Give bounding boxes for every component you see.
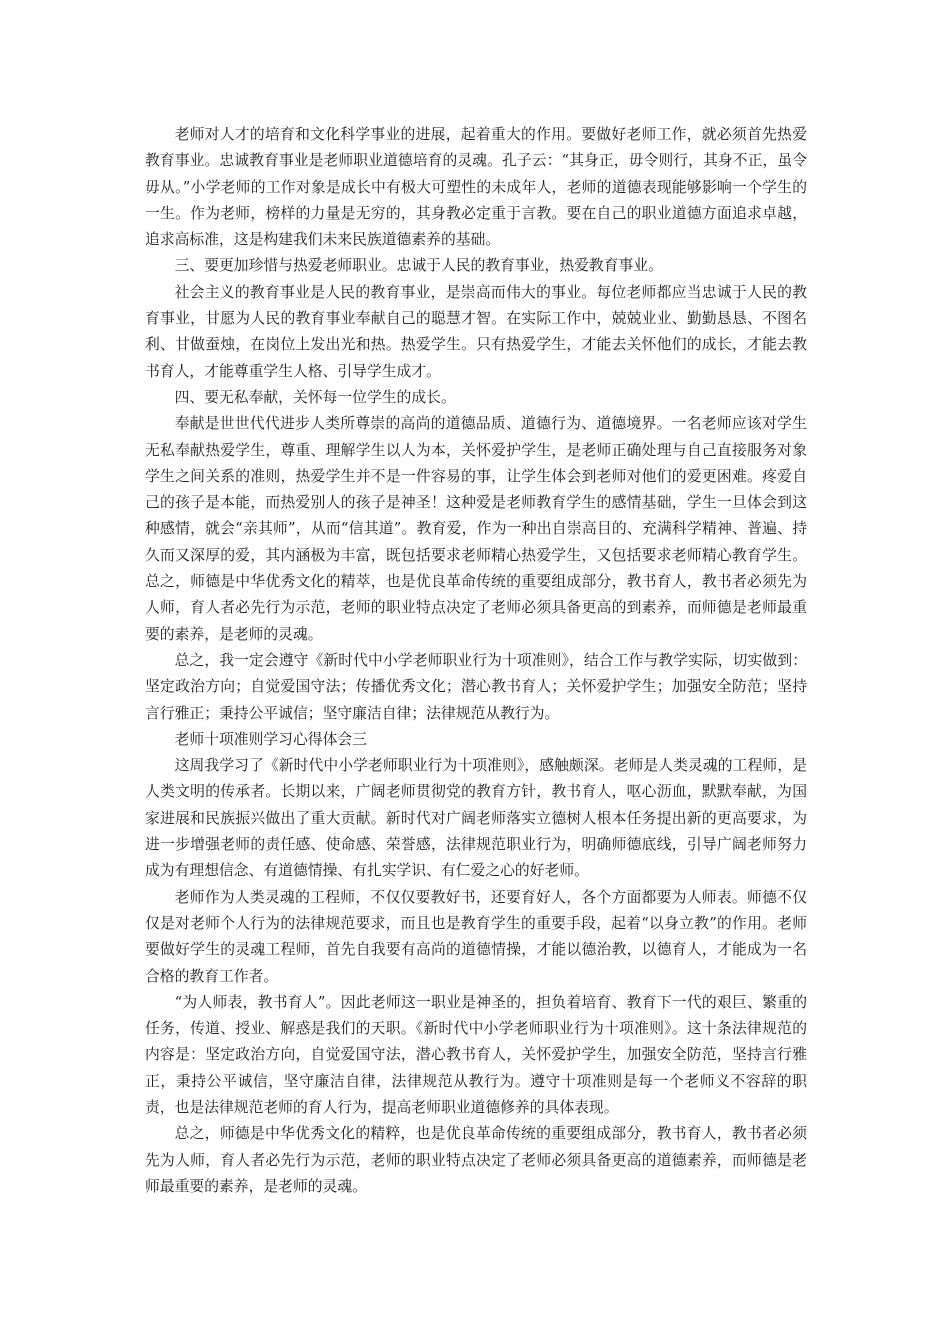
paragraph: 社会主义的教育事业是人民的教育事业，是崇高而伟大的事业。每位老师都应当忠诚于人民的教育事业，甘愿为人民的教育事业奉献自己的聪慧才智。在实际工作中，兢兢业业、勤勤恳恳、不图名利、甘做蚕烛，在岗位上发出光和热。热爱学生。只有热爱学生，才能去关怀他们的成长，才能去教书育人，才能尊重学生人格、引导学生成才。	[145, 283, 807, 380]
paragraph: 这周我学习了《新时代中小学老师职业行为十项准则》，感触颇深。老师是人类灵魂的工程师，是人类文明的传承者。长期以来，广阔老师贯彻党的教育方针，教书育人，呕心沥血，默默奉献，为国家进展和民族振兴做出了重大贡献。新时代对广阔老师落实立德树人根本任务提出新的更高要求，为进一步增强老师的责任感、使命感、荣誉感，法律规范职业行为，明确师德底线，引导广阔老师努力成为有理想信念、有道德情操、有扎实学识、有仁爱之心的好老师。	[145, 757, 807, 880]
section-heading: 四、要无私奉献，关怀每一位学生的成长。	[174, 388, 456, 406]
section-heading: 三、要更加珍惜与热爱老师职业。忠诚于人民的教育事业，热爱教育事业。	[174, 257, 663, 275]
paragraph: 老师作为人类灵魂的工程师，不仅仅要教好书，还要育好人，各个方面都要为人师表。师德不仅仅是对老师个人行为的法律规范要求，而且也是教育学生的重要手段，起着“以身立教”的作用。老师要做好学生的灵魂工程师，首先自我要有高尚的道德情操，才能以德治教，以德育人，才能成为一名合格的教育工作者。	[145, 888, 807, 985]
paragraph: 总之，我一定会遵守《新时代中小学老师职业行为十项准则》，结合工作与教学实际，切实做到：坚定政治方向；自觉爱国守法；传播优秀文化；潜心教书育人；关怀爱护学生；加强安全防范；坚持言行雅正；秉持公平诚信；坚守廉洁自律；法律规范从教行为。	[145, 651, 807, 722]
article-title: 老师十项准则学习心得体会三	[174, 730, 367, 748]
paragraph: 总之，师德是中华优秀文化的精粹，也是优良革命传统的重要组成部分，教书育人，教书者必须先为人师，育人者必先行为示范，老师的职业特点决定了老师必须具备更高的道德素养，而师德是老师最重要的素养，是老师的灵魂。	[145, 1125, 807, 1195]
paragraph: 奉献是世世代代进步人类所尊崇的高尚的道德品质、道德行为、道德境界。一名老师应该对学生无私奉献热爱学生，尊重、理解学生以人为本，关怀爱护学生，是老师正确处理与自己直接服务对象学生之间关系的准则，热爱学生并不是一件容易的事，让学生体会到老师对他们的爱更困难。疼爱自己的孩子是本能，而热爱别人的孩子是神圣！这种爱是老师教育学生的感情基础，学生一旦体会到这种感情，就会“亲其师”，从而“信其道”。教育爱，作为一种出自崇高目的、充满科学精神、普遍、持久而又深厚的爱，其内涵极为丰富，既包括要求老师精心热爱学生，又包括要求老师精心教育学生。总之，师德是中华优秀文化的精萃，也是优良革命传统的重要组成部分，教书育人，教书者必须先为人师，育人者必先行为示范，老师的职业特点决定了老师必须具备更高的到素养，而师德是老师最重要的素养，是老师的灵魂。	[145, 415, 807, 643]
paragraph: 老师对人才的培育和文化科学事业的进展，起着重大的作用。要做好老师工作，就必须首先热爱教育事业。忠诚教育事业是老师职业道德培育的灵魂。孔子云：“其身正，毋令则行，其身不正，虽令毋从。”小学老师的工作对象是成长中有极大可塑性的未成年人，老师的道德表现能够影响一个学生的一生。作为老师，榜样的力量是无穷的，其身教必定重于言教。要在自己的职业道德方面追求卓越，追求高标准，这是构建我们未来民族道德素养的基础。	[145, 126, 807, 249]
paragraph: “为人师表，教书育人”。因此老师这一职业是神圣的，担负着培育、教育下一代的艰巨、繁重的任务，传道、授业、解惑是我们的天职。《新时代中小学老师职业行为十项准则》。这十条法律规范的内容是：坚定政治方向，自觉爱国守法，潜心教书育人，关怀爱护学生，加强安全防范，坚持言行雅正，秉持公平诚信，坚守廉洁自律，法律规范从教行为。遵守十项准则是每一个老师义不容辞的职责，也是法律规范老师的育人行为，提高老师职业道德修养的具体表现。	[145, 993, 807, 1116]
document-body	[145, 122, 807, 1200]
